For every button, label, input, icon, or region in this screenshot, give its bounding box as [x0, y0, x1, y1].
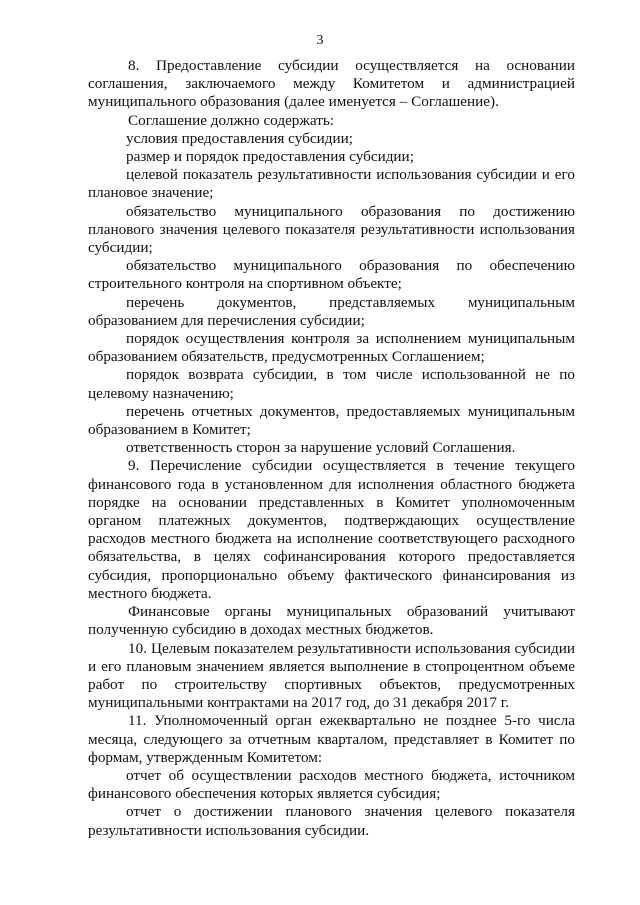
- list-item: условия предоставления субсидии;: [126, 129, 353, 147]
- list-item: целевой показатель результативности использования субсидии и его плановое значение;: [88, 166, 575, 202]
- paragraph-9: 9. Перечисление субсидии осуществляется в течение текущего финансового года в установленном для исполнения областного бюджета порядке на основании представленных в Комитет уполномоченным органом платежных документов, подтверждающих осуществление расходов местного бюджета на исполнение соответствующего расходного обязательства, в целях софинансирования которого предоставляется субсидия, пропорционально объему фактического финансирования из местного бюджета.: [88, 457, 575, 602]
- page-number: 3: [316, 33, 324, 48]
- report-item: отчет о достижении планового значения целевого показателя результативности использования субсидии.: [88, 803, 575, 839]
- list-item: обязательство муниципального образования по достижению планового значения целевого показателя результативности использования субсидии;: [88, 202, 575, 257]
- list-item: порядок возврата субсидии, в том числе использованной не по целевому назначению;: [88, 366, 575, 402]
- report-item: отчет об осуществлении расходов местного бюджета, источником финансового обеспечения которых является субсидия;: [88, 766, 575, 803]
- agreement-contents-intro: Соглашение должно содержать:: [128, 111, 335, 129]
- paragraph-8: 8. Предоставление субсидии осуществляется на основании соглашения, заключаемого между Комитетом и администрацией муниципального образования (далее именуется – Соглашение).: [88, 57, 575, 111]
- document-body: [88, 57, 575, 840]
- paragraph-10: 10. Целевым показателем результативности использования субсидии и его плановым значением является выполнение в стопроцентном объеме работ по строительству спортивных объектов, предусмотренных муниципальными контрактами на 2017 год, до 31 декабря 2017 г.: [88, 639, 575, 712]
- list-item: перечень отчетных документов, предоставляемых муниципальным образованием в Комитет;: [88, 402, 575, 439]
- list-item: размер и порядок предоставления субсидии;: [126, 148, 414, 166]
- paragraph-9-continued: Финансовые органы муниципальных образований учитывают полученную субсидию в доходах местных бюджетов.: [88, 603, 575, 639]
- paragraph-11: 11. Уполномоченный орган ежеквартально не позднее 5-го числа месяца, следующего за отчетным кварталом, представляет в Комитет по формам, утвержденным Комитетом:: [88, 712, 575, 766]
- list-item: порядок осуществления контроля за исполнением муниципальным образованием обязательств, предусмотренных Соглашением;: [88, 330, 575, 366]
- list-item: обязательство муниципального образования по обеспечению строительного контроля на спортивном объекте;: [88, 257, 575, 293]
- list-item: перечень документов, представляемых муниципальным образованием для перечисления субсидии;: [88, 293, 575, 329]
- list-item: ответственность сторон за нарушение условий Соглашения.: [126, 439, 516, 457]
